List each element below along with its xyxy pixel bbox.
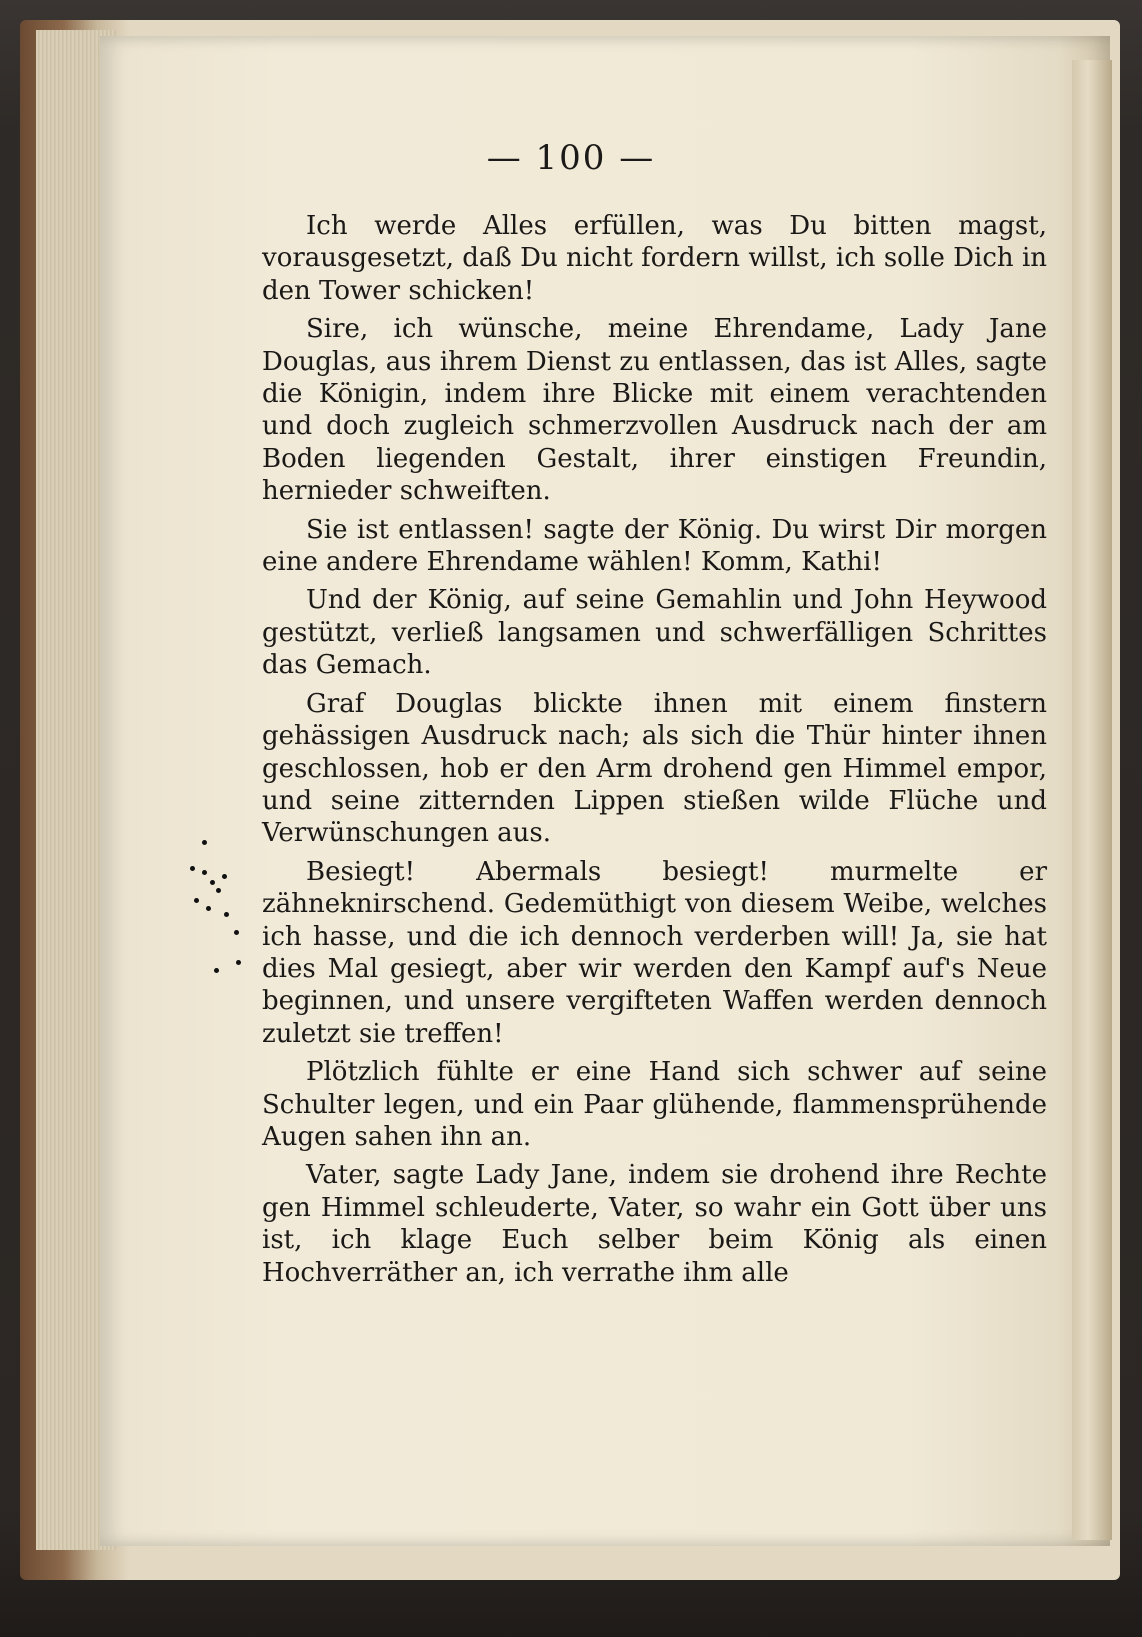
next-page-edge <box>1072 60 1112 1540</box>
paragraph-8: Vater, sagte Lady Jane, indem sie drohend ihre Rechte gen Himmel schleuderte, Vater, so wahr ein Gott über uns ist, ich klage Euch selber beim König als einen Hochverräther an, ich verrathe ihm alle <box>262 1160 1047 1288</box>
paragraph-7: Plötzlich fühlte er eine Hand sich schwer auf seine Schulter legen, und ein Paar glühende, flammensprühende Augen sahen ihn an. <box>262 1057 1047 1152</box>
paragraph-2: Sire, ich wünsche, meine Ehrendame, Lady Jane Douglas, aus ihrem Dienst zu entlassen, das ist Alles, sagte die Königin, indem ihre Blicke mit einem verachtenden und doch zugleich schmerzvollen Ausdruck nach der am Boden liegenden Gestalt, ihrer einstigen Freundin, hernieder schweiften. <box>262 314 1047 507</box>
paragraph-4: Und der König, auf seine Gemahlin und John Heywood gestützt, verließ langsamen und schwerfälligen Schrittes das Gemach. <box>262 585 1047 681</box>
paragraph-1: Ich werde Alles erfüllen, was Du bitten magst, vorausgesetzt, daß Du nicht fordern willst, ich solle Dich in den Tower schicken! <box>262 211 1047 306</box>
page-number: — 100 — <box>486 138 656 178</box>
paragraph-6: Besiegt! Abermals besiegt! murmelte er zähneknirschend. Gedemüthigt von diesem Weibe, welches ich hasse, und die ich dennoch verderben will! Ja, sie hat dies Mal gesiegt, aber wir werden den Kampf auf's Neue beginnen, und unsere vergifteten Waffen werden dennoch zuletzt sie treffen! <box>262 856 1047 1049</box>
body-text <box>262 210 1047 1289</box>
paragraph-5: Graf Douglas blickte ihnen mit einem finstern gehässigen Ausdruck nach; als sich die Thür hinter ihnen geschlossen, hob er den Arm drohend gen Himmel empor, und seine zitternden Lippen stießen wilde Flüche und Verwünschungen aus. <box>262 688 1047 849</box>
paragraph-3: Sie ist entlassen! sagte der König. Du wirst Dir morgen eine andere Ehrendame wählen! Komm, Kathi! <box>262 514 1047 578</box>
